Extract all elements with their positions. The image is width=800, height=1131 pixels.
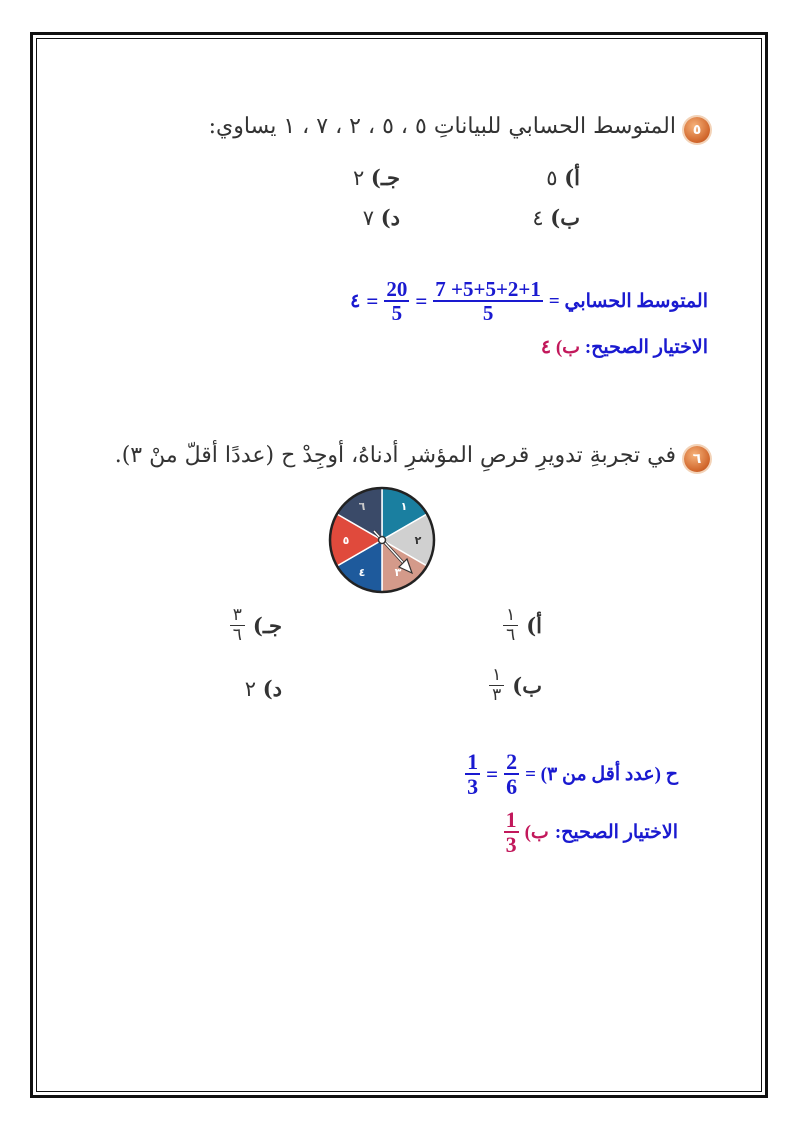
fraction-denominator: 5 bbox=[391, 301, 403, 326]
option-letter: د) bbox=[262, 676, 282, 701]
answer-fraction bbox=[504, 808, 519, 857]
fraction-numerator: 2 bbox=[506, 749, 518, 774]
option-letter: جـ) bbox=[252, 612, 282, 638]
spinner-label-3: ٣ bbox=[394, 566, 402, 579]
option-value: ٥ bbox=[546, 166, 558, 190]
fraction-numerator: 20 bbox=[386, 277, 408, 301]
q5-answer bbox=[541, 336, 708, 359]
fraction-denominator: 6 bbox=[506, 774, 518, 800]
q5-option-b bbox=[532, 205, 580, 230]
answer-choice: ب) bbox=[524, 822, 549, 844]
solution-fraction-1 bbox=[504, 750, 519, 799]
q5-option-a bbox=[546, 165, 580, 190]
option-fraction bbox=[503, 606, 518, 644]
option-letter: أ) bbox=[564, 165, 580, 190]
option-value: ٤ bbox=[532, 206, 544, 230]
option-fraction bbox=[230, 606, 245, 644]
option-letter: ب) bbox=[512, 672, 542, 698]
option-value: ٧ bbox=[362, 206, 375, 230]
q6-option-d bbox=[245, 676, 282, 701]
option-value: ٢ bbox=[244, 677, 257, 701]
question-5-text: المتوسط الحسابي للبياناتِ ٥ ، ٥ ، ٢ ، ٧ ، ١ يساوي: bbox=[208, 114, 676, 139]
q5-option-c bbox=[353, 165, 400, 190]
fraction-denominator: 5 bbox=[482, 301, 494, 326]
q5-solution bbox=[350, 278, 708, 325]
option-fraction bbox=[489, 666, 504, 704]
fraction-numerator: 7 +5+5+2+1 bbox=[435, 277, 541, 301]
equals-sign: = bbox=[486, 762, 499, 787]
fraction-denominator: ٦ bbox=[506, 624, 516, 645]
spinner-wheel bbox=[326, 484, 438, 596]
fraction-numerator: 1 bbox=[505, 807, 517, 832]
spinner-pivot bbox=[379, 537, 386, 544]
question-6-text: في تجربةِ تدويرِ قرصِ المؤشرِ أدناهُ، أوجِدْ ح (عددًا أقلّ منْ ٣). bbox=[114, 443, 676, 468]
q6-option-a bbox=[503, 606, 542, 644]
solution-fraction-1 bbox=[433, 278, 543, 325]
equals-sign: = bbox=[366, 289, 379, 314]
spinner-label-4: ٤ bbox=[358, 566, 366, 579]
solution-label: المتوسط الحسابي = bbox=[548, 291, 708, 313]
option-letter: د) bbox=[380, 205, 400, 230]
spinner-label-2: ٢ bbox=[414, 534, 422, 547]
spinner-label-6: ٦ bbox=[358, 500, 366, 513]
equals-sign: = bbox=[415, 289, 428, 314]
solution-result: ٤ bbox=[350, 291, 361, 313]
option-value: ٢ bbox=[352, 166, 365, 190]
option-letter: أ) bbox=[526, 612, 542, 638]
q6-answer bbox=[504, 808, 678, 857]
fraction-numerator: 1 bbox=[467, 749, 479, 774]
q6-option-c bbox=[230, 606, 282, 644]
answer-label: الاختيار الصحيح: bbox=[584, 337, 708, 358]
spinner-label-1: ١ bbox=[400, 500, 408, 513]
fraction-denominator: ٦ bbox=[232, 624, 242, 645]
solution-label: ح (عدد أقل من ٣) = bbox=[525, 764, 678, 786]
solution-fraction-2 bbox=[384, 278, 409, 325]
fraction-denominator: 3 bbox=[467, 774, 479, 800]
fraction-denominator: 3 bbox=[505, 832, 517, 858]
question-number-badge: ٦ bbox=[684, 446, 710, 472]
option-letter: جـ) bbox=[370, 165, 400, 190]
fraction-numerator: ١ bbox=[503, 606, 518, 626]
option-letter: ب) bbox=[550, 205, 580, 230]
fraction-numerator: ١ bbox=[489, 666, 504, 686]
question-number-badge: ٥ bbox=[684, 117, 710, 143]
answer-choice: ب) bbox=[555, 337, 581, 358]
solution-fraction-2 bbox=[465, 750, 480, 799]
fraction-denominator: ٣ bbox=[492, 684, 502, 705]
fraction-numerator: ٣ bbox=[230, 606, 245, 626]
spinner-label-5: ٥ bbox=[342, 534, 350, 547]
q5-option-d bbox=[363, 205, 400, 230]
answer-label: الاختيار الصحيح: bbox=[554, 822, 678, 844]
q6-solution bbox=[465, 750, 678, 799]
q6-option-b bbox=[489, 666, 542, 704]
answer-value: ٤ bbox=[540, 337, 552, 358]
